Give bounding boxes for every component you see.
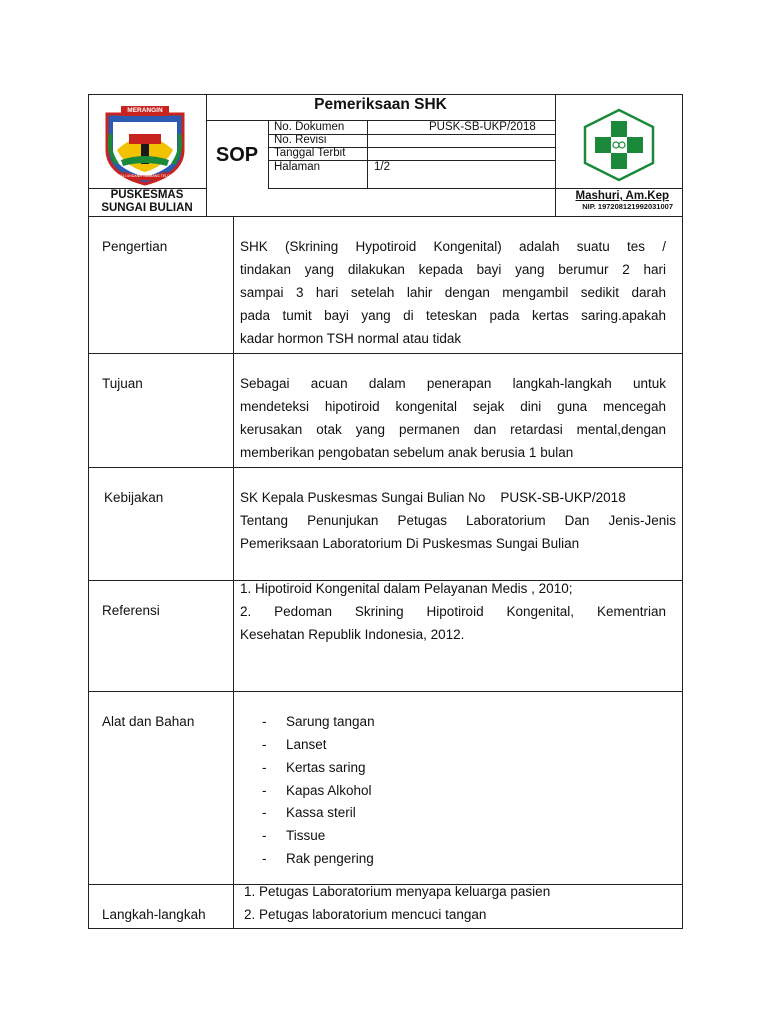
content-line: SK Kepala Puskesmas Sungai Bulian No PUSK-SB-UKP/2018 (240, 490, 626, 505)
content-line: kadar hormon TSH normal atau tidak (240, 331, 462, 346)
logo-motto: TALI UNDANG TAMBANG TELITI (118, 174, 172, 178)
list-item: Kassa steril (286, 805, 356, 820)
issue-date-label: Tanggal Terbit (274, 147, 346, 159)
list-bullet: - (262, 760, 267, 775)
list-item: Kertas saring (286, 760, 366, 775)
section-label-referensi: Referensi (102, 603, 160, 618)
sop-label: SOP (215, 144, 259, 166)
doc-number-value: PUSK-SB-UKP/2018 (429, 121, 536, 133)
list-bullet: - (262, 737, 267, 752)
section-label-tujuan: Tujuan (102, 376, 143, 391)
section-label-kebijakan: Kebijakan (104, 490, 164, 505)
list-item: Kapas Alkohol (286, 783, 372, 798)
content-line: 2. Petugas laboratorium mencuci tangan (244, 907, 487, 922)
org-name-line2: SUNGAI BULIAN (101, 202, 193, 214)
document-title: Pemeriksaan SHK (314, 96, 447, 113)
org-name-line1: PUSKESMAS (110, 189, 184, 201)
section-label-pengertian: Pengertian (102, 239, 168, 254)
content-line: 2. Pedoman Skrining Hipotiroid Kongenital, Kementrian (240, 604, 666, 619)
content-line: SHK (Skrining Hypotiroid Kongenital) adalah suatu tes / (240, 239, 666, 254)
page-value: 1/2 (374, 161, 390, 173)
content-line: memberikan pengobatan sebelum anak berusia 1 bulan (240, 445, 574, 460)
content-line: sampai 3 hari setelah lahir dengan mengambil sedikit darah (240, 285, 666, 300)
regency-logo (103, 104, 187, 186)
list-bullet: - (262, 828, 267, 843)
content-line: Sebagai acuan dalam penerapan langkah-langkah untuk (240, 376, 666, 391)
section-label-alat: Alat dan Bahan (102, 714, 195, 729)
content-line: kerusakan otak yang permanen dan retardasi mental,dengan (240, 422, 666, 437)
list-item: Rak pengering (286, 851, 374, 866)
list-item: Lanset (286, 737, 327, 752)
list-bullet: - (262, 805, 267, 820)
list-bullet: - (262, 851, 267, 866)
content-line: 1. Petugas Laboratorium menyapa keluarga pasien (244, 884, 551, 899)
list-item: Sarung tangan (286, 714, 375, 729)
doc-number-label: No. Dokumen (274, 121, 345, 133)
health-cross-logo (580, 107, 658, 183)
content-line: pada tumit bayi yang di teteskan pada kertas saring.apakah (240, 308, 666, 323)
list-item: Tissue (286, 828, 326, 843)
content-line: tindakan yang dilakukan kepada bayi yang berumur 2 hari (240, 262, 666, 277)
content-line: Tentang Penunjukan Petugas Laboratorium Dan Jenis-Jenis (240, 513, 676, 528)
page-label: Halaman (274, 161, 321, 173)
list-bullet: - (262, 714, 267, 729)
list-bullet: - (262, 783, 267, 798)
content-line: Kesehatan Republik Indonesia, 2012. (240, 627, 465, 642)
section-label-langkah: Langkah-langkah (102, 907, 206, 922)
signer-nip: NIP. 197208121992031007 (582, 202, 673, 211)
revision-label: No. Revisi (274, 134, 327, 146)
logo-banner: MERANGIN (127, 107, 163, 114)
content-line: mendeteksi hipotiroid kongenital sejak dini guna mencegah (240, 399, 666, 414)
signer-name: Mashuri, Am.Kep (575, 190, 669, 202)
content-line: Pemeriksaan Laboratorium Di Puskesmas Sungai Bulian (240, 536, 580, 551)
content-line: 1. Hipotiroid Kongenital dalam Pelayanan Medis , 2010; (240, 581, 573, 596)
